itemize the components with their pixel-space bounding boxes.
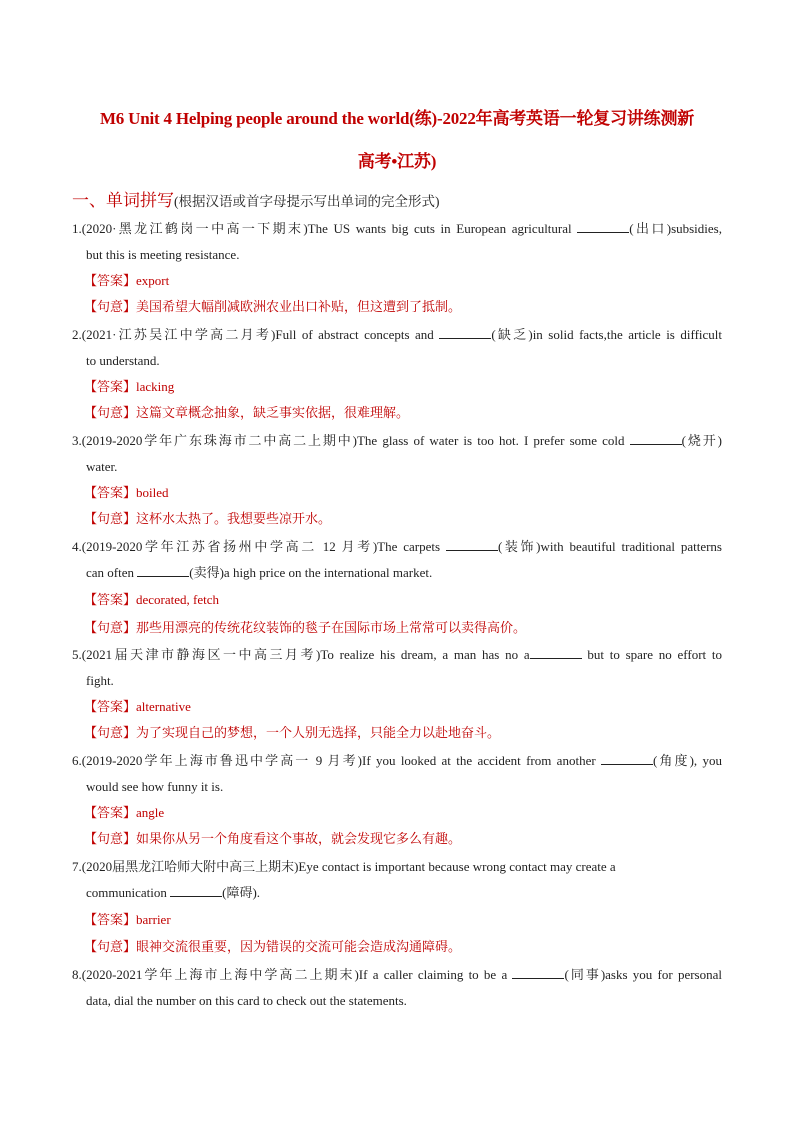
answer-blank	[601, 752, 653, 765]
question-4-line1: 4.(2019-2020学年江苏省扬州中学高二 12 月考)The carpets (装饰)with beautiful traditional patterns	[72, 539, 722, 554]
meaning-7: 【句意】眼神交流很重要，因为错误的交流可能会造成沟通障碍。	[84, 939, 462, 954]
section-heading	[72, 186, 440, 211]
answer-blank	[170, 884, 222, 897]
question-1-line1: 1.(2020·黑龙江鹤岗一中高一下期末)The US wants big cuts in European agricultural (出口)subsidies,	[72, 221, 722, 236]
question-3-line1: 3.(2019-2020学年广东珠海市二中高二上期中)The glass of water is too hot. I prefer some cold (烧开)	[72, 433, 722, 448]
question-3-line2: water.	[86, 459, 118, 474]
answer-blank	[530, 646, 582, 659]
question-7-line2: communication (障碍).	[86, 885, 261, 900]
question-6-line1: 6.(2019-2020学年上海市鲁迅中学高一 9 月考)If you looked at the accident from another (角度), you	[72, 753, 722, 768]
question-5-line1: 5.(2021届天津市静海区一中高三月考)To realize his dream, a man has no a but to spare no effort to	[72, 647, 722, 662]
meaning-4: 【句意】那些用漂亮的传统花纹装饰的毯子在国际市场上常常可以卖得高价。	[84, 620, 527, 635]
answer-blank	[439, 326, 491, 339]
answer-blank	[512, 966, 564, 979]
question-6-line2: would see how funny it is.	[86, 779, 224, 794]
question-8-line2: data, dial the number on this card to check out the statements.	[86, 993, 407, 1008]
question-2-line2: to understand.	[86, 353, 160, 368]
document-title-line2: 高考•江苏)	[357, 152, 437, 171]
answer-4: 【答案】decorated, fetch	[84, 592, 220, 607]
meaning-3: 【句意】这杯水太热了。我想要些凉开水。	[84, 511, 332, 526]
answer-2: 【答案】lacking	[84, 379, 175, 394]
question-7-line1: 7.(2020届黑龙江哈师大附中高三上期末)Eye contact is important because wrong contact may create a	[72, 859, 616, 874]
answer-7: 【答案】barrier	[84, 912, 171, 927]
section-instruction: (根据汉语或首字母提示写出单词的完全形式)	[174, 194, 440, 209]
document-title-line1: M6 Unit 4 Helping people around the world(练)-2022年高考英语一轮复习讲练测新	[99, 109, 695, 128]
answer-3: 【答案】boiled	[84, 485, 169, 500]
meaning-5: 【句意】为了实现自己的梦想，一个人别无选择，只能全力以赴地奋斗。	[84, 725, 501, 740]
answer-blank	[630, 432, 682, 445]
answer-blank	[137, 564, 189, 577]
question-1-line2: but this is meeting resistance.	[86, 247, 240, 262]
question-4-line2: can often (卖得)a high price on the international market.	[86, 565, 433, 580]
meaning-1: 【句意】美国希望大幅削减欧洲农业出口补贴，但这遭到了抵制。	[84, 299, 462, 314]
question-8-line1: 8.(2020-2021学年上海市上海中学高二上期末)If a caller claiming to be a (同事)asks you for personal	[72, 967, 722, 982]
answer-1: 【答案】export	[84, 273, 170, 288]
meaning-2: 【句意】这篇文章概念抽象，缺乏事实依据，很难理解。	[84, 405, 410, 420]
section-title: 一、单词拼写	[72, 191, 174, 210]
answer-6: 【答案】angle	[84, 805, 165, 820]
answer-blank	[577, 220, 629, 233]
answer-blank	[446, 538, 498, 551]
question-2-line1: 2.(2021·江苏吴江中学高二月考)Full of abstract concepts and (缺乏)in solid facts,the article is difficult	[72, 327, 723, 342]
meaning-6: 【句意】如果你从另一个角度看这个事故，就会发现它多么有趣。	[84, 831, 462, 846]
question-5-line2: fight.	[86, 673, 114, 688]
answer-5: 【答案】alternative	[84, 699, 191, 714]
